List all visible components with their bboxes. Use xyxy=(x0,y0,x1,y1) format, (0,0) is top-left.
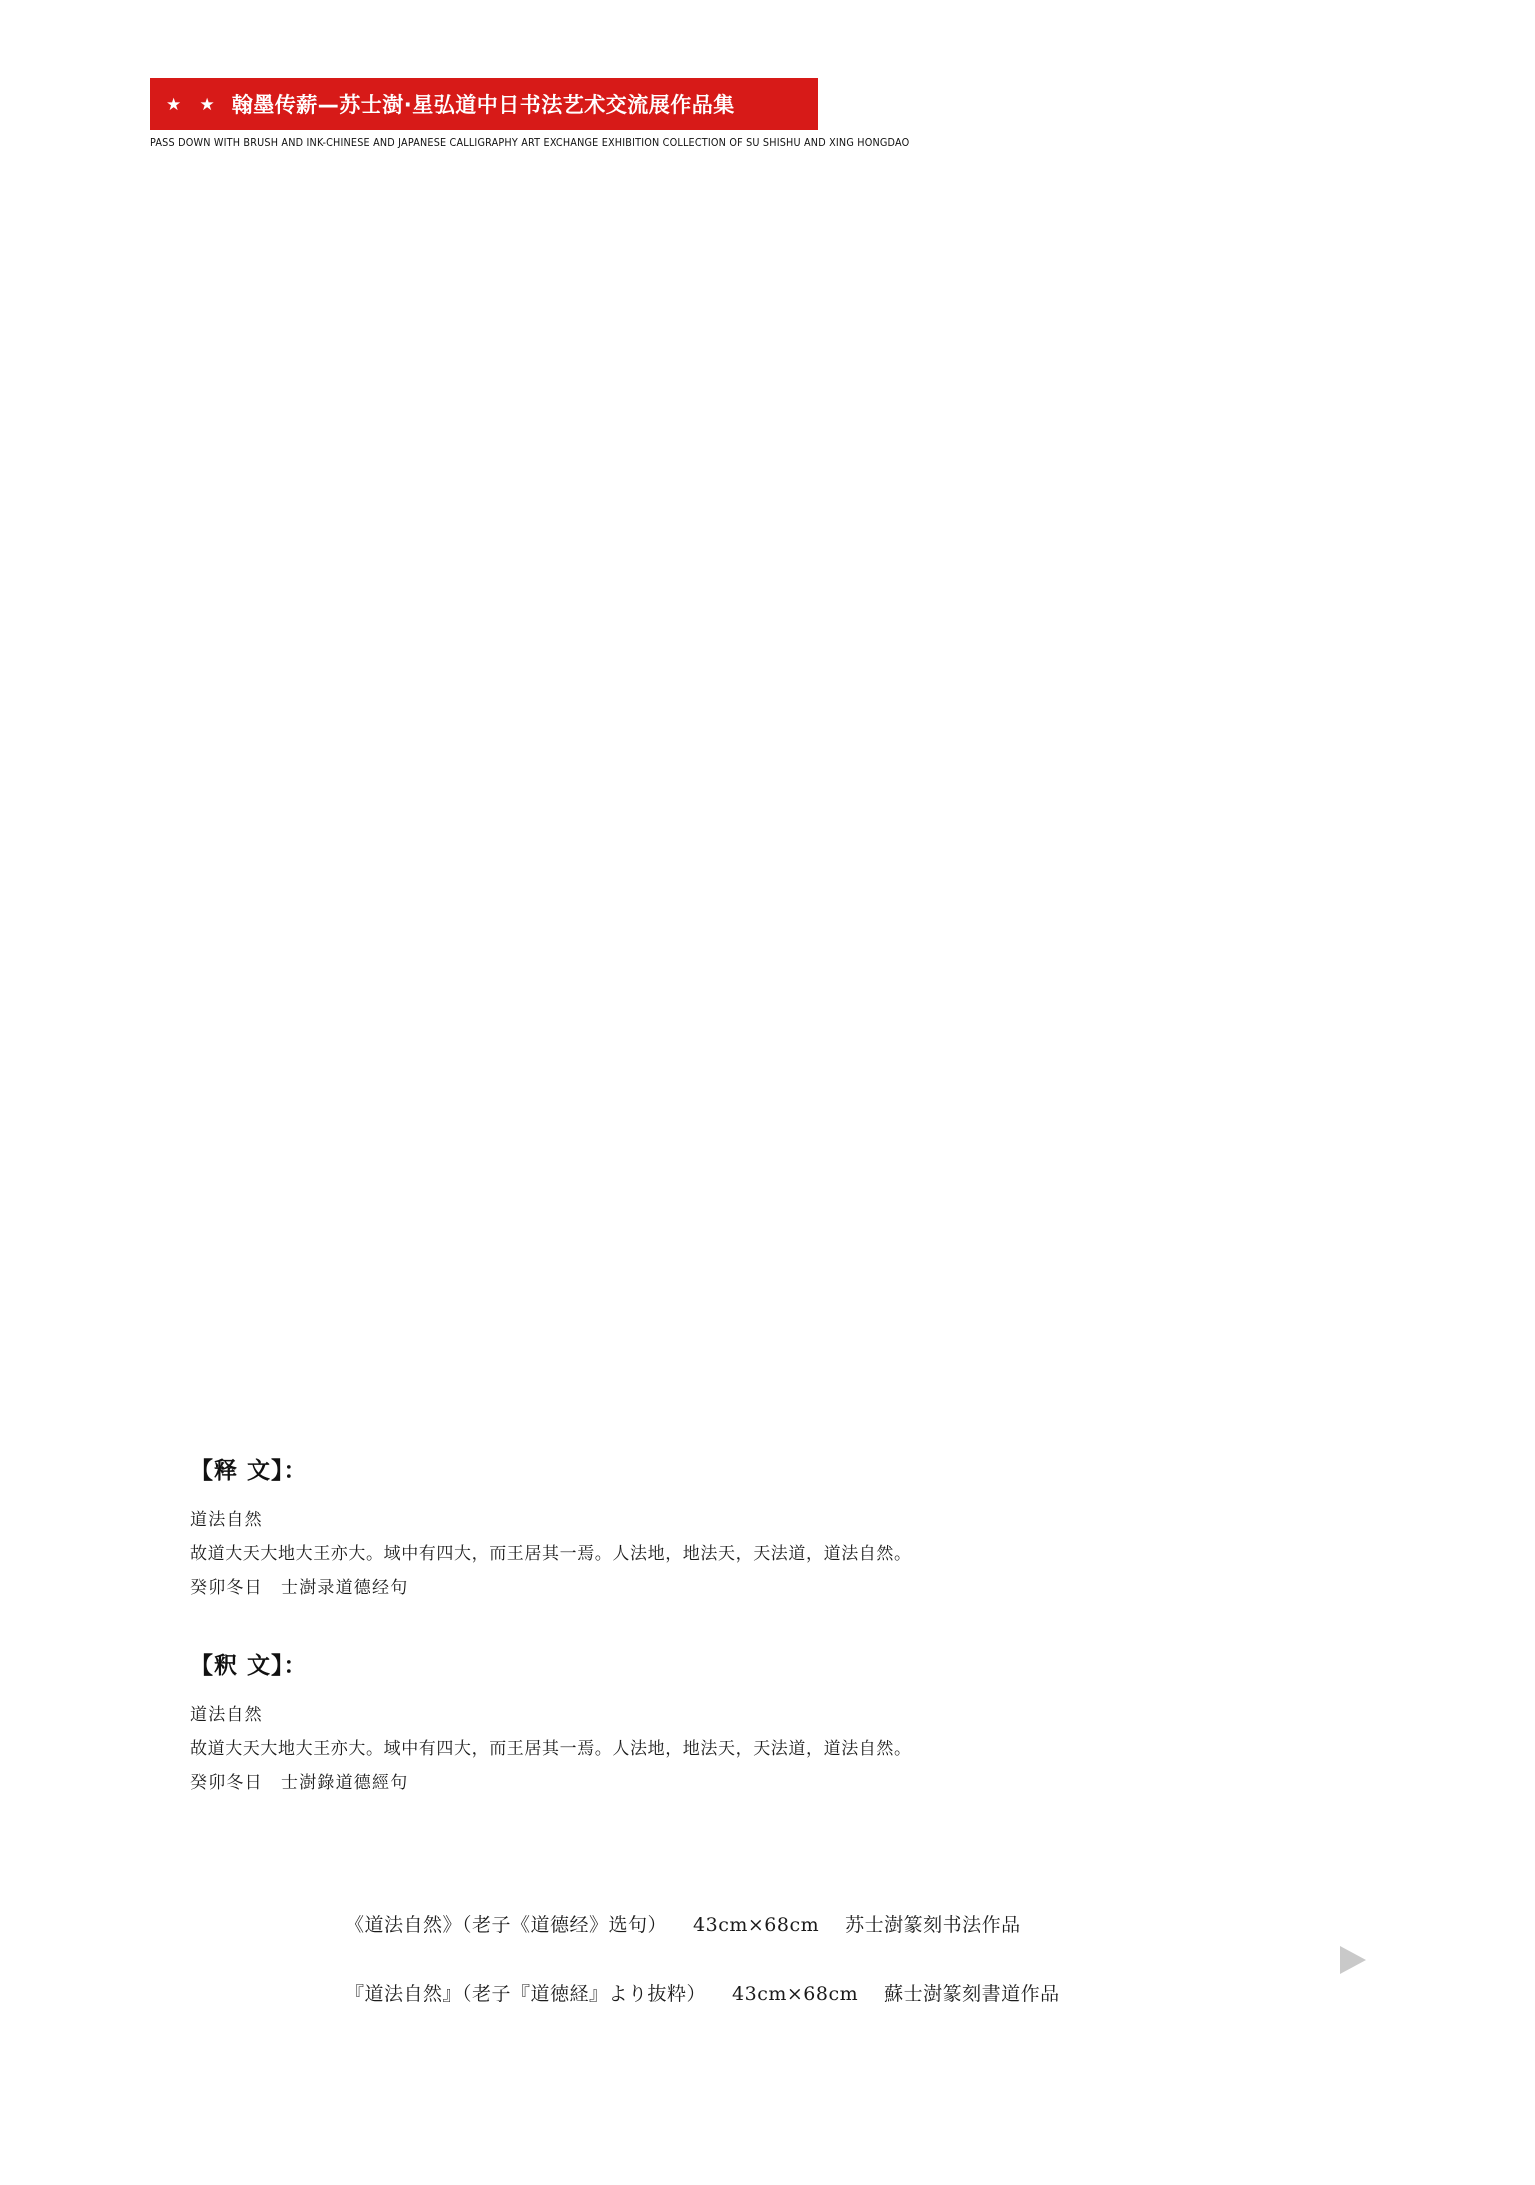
section-line: 癸卯冬日 士澍錄道德經句 xyxy=(190,1773,409,1793)
caption-row xyxy=(345,1979,1355,2006)
artwork-image-area xyxy=(150,170,1385,1430)
caption-credit: 苏士澍篆刻书法作品 xyxy=(845,1914,1021,1936)
section-spacer xyxy=(190,1605,1370,1647)
document-header xyxy=(150,78,910,149)
caption-credit: 蘇士澍篆刻書道作品 xyxy=(884,1983,1060,2005)
section-line: 癸卯冬日 士澍录道德经句 xyxy=(190,1578,409,1598)
banner-subtitle: PASS DOWN WITH BRUSH AND INK-CHINESE AND JAPANESE CALLIGRAPHY ART EXCHANGE EXHIBITION COLLECTION OF SU SHISHU AND XING HONGDAO xyxy=(150,137,910,149)
caption-title: 『道法自然』 xyxy=(345,1983,463,2005)
section-heading: 【释 文】： xyxy=(190,1457,308,1484)
banner-title: 翰墨传薪—苏士澍·星弘道中日书法艺术交流展作品集 xyxy=(231,93,735,117)
triangle-right-icon xyxy=(1340,1946,1366,1974)
section-line: 故道大天大地大王亦大。域中有四大，而王居其一焉。人法地，地法天，天法道，道法自然。 xyxy=(190,1739,912,1759)
section-line: 道法自然 xyxy=(190,1705,263,1725)
title-banner xyxy=(150,78,818,130)
caption-title: 《道法自然》 xyxy=(345,1914,463,1936)
caption-row xyxy=(345,1910,1355,1937)
section-line: 道法自然 xyxy=(190,1510,263,1530)
caption-source: （老子『道徳経』より抜粋） xyxy=(462,1983,707,2005)
section-line: 故道大天大地大王亦大。域中有四大，而王居其一焉。人法地，地法天，天法道，道法自然。 xyxy=(190,1544,912,1564)
caption-size: 43cm×68cm xyxy=(732,1983,859,2005)
section-shiwen xyxy=(190,1452,1370,1605)
section-shakubun xyxy=(190,1647,1370,1800)
caption-source: （老子《道德经》选句） xyxy=(462,1914,668,1936)
artwork-captions xyxy=(345,1910,1355,2048)
section-heading: 【釈 文】： xyxy=(190,1652,308,1679)
caption-size: 43cm×68cm xyxy=(693,1914,820,1936)
stars-icon: ★ ★ xyxy=(166,94,222,114)
interpretation-sections xyxy=(190,1452,1370,1800)
